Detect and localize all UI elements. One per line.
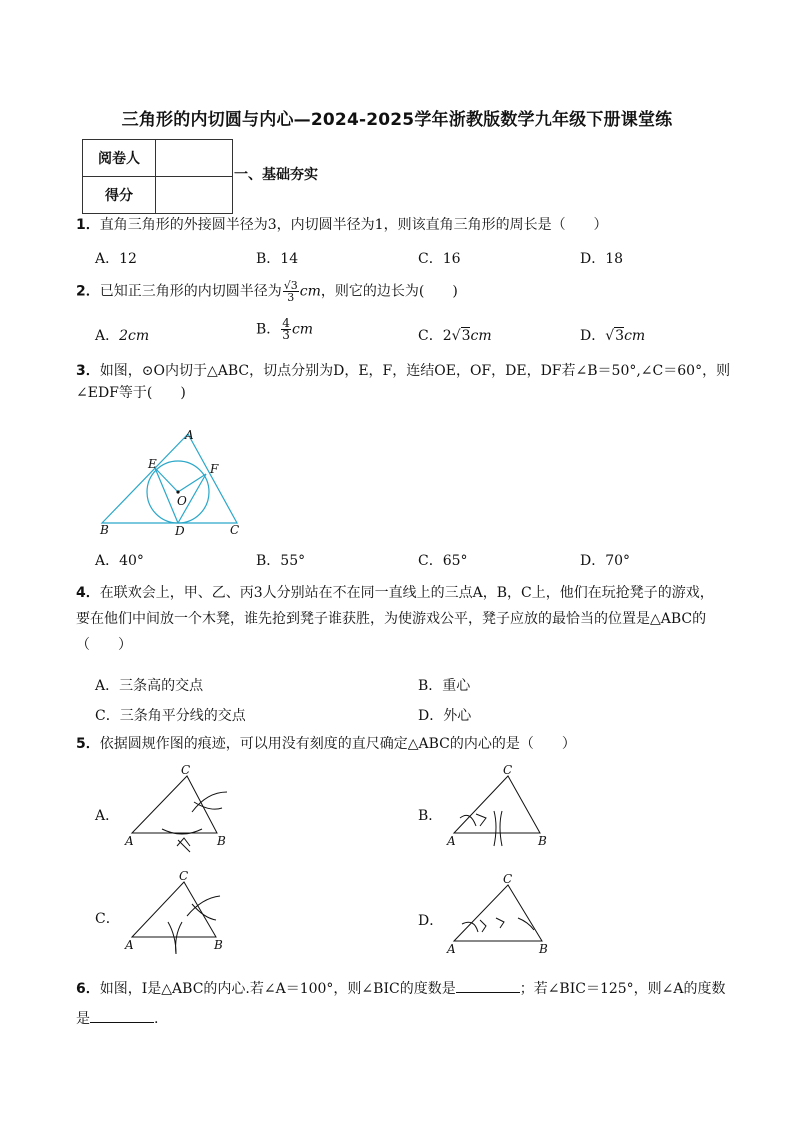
label-f: F	[210, 462, 219, 476]
score-cell[interactable]	[156, 177, 233, 214]
label-d: D	[175, 524, 185, 538]
question-number: 2．	[76, 283, 100, 300]
segment-oe	[155, 468, 178, 492]
svg-text:A: A	[125, 938, 134, 952]
svg-text:C: C	[179, 869, 189, 883]
svg-text:C: C	[503, 763, 513, 777]
score-label: 得分	[83, 177, 156, 214]
question-6: 6．如图，I是△ABC的内心.若∠A＝100°，则∠BIC的度数是 ；若∠BIC＝125°，则∠A的度数 是 .	[76, 974, 776, 1034]
score-table	[82, 139, 233, 214]
q1-option-b[interactable]: B．14	[256, 251, 299, 267]
svg-text:A: A	[125, 834, 134, 848]
segment-of	[178, 474, 206, 492]
label-a: A	[185, 428, 194, 442]
q2-option-c[interactable]: C．2√3cm	[418, 328, 492, 344]
question-number: 3．	[76, 363, 100, 379]
question-2: 2．已知正三角形的内切圆半径为 $\frac{√3}{3}$ cm，则它的边长为( )	[76, 279, 458, 304]
label-o: O	[177, 494, 187, 508]
label-c: C	[230, 523, 240, 537]
question-number: 1．	[76, 217, 100, 233]
svg-text:B: B	[538, 834, 547, 848]
reviewer-cell[interactable]	[156, 140, 233, 177]
svg-text:C: C	[181, 763, 191, 777]
question-number: 4．	[76, 585, 100, 601]
svg-text:B: B	[217, 834, 226, 848]
answer-blank-2[interactable]	[90, 1008, 154, 1023]
question-text-line2: ∠EDF等于( )	[76, 385, 186, 401]
q5-option-c[interactable]: C．	[95, 911, 120, 927]
q1-option-c[interactable]: C．16	[418, 251, 461, 267]
q4-option-a[interactable]: A．三条高的交点	[95, 678, 204, 694]
fraction: $\frac{√3}{3}$	[283, 279, 298, 304]
label-b: B	[100, 523, 109, 537]
svg-text:B: B	[539, 942, 548, 956]
question-text: 在联欢会上，甲、乙、丙3人分别站在不在同一直线上的三点A，B，C上，他们在玩抢凳子的游戏，	[99, 585, 714, 601]
page-title: 三角形的内切圆与内心—2024-2025学年浙教版数学九年级下册课堂练	[121, 110, 673, 130]
answer-blank-1[interactable]	[456, 978, 520, 993]
q5-option-a[interactable]: A．	[95, 808, 120, 824]
label-e: E	[148, 457, 157, 471]
question-4	[76, 580, 776, 658]
q1-option-d[interactable]: D．18	[580, 251, 624, 267]
question-text: 直角三角形的外接圆半径为3，内切圆半径为1，则该直角三角形的周长是（ ）	[99, 217, 608, 233]
q2-option-a[interactable]: A．2cm	[95, 328, 150, 344]
q5-figure-c[interactable]	[122, 870, 232, 960]
incircle-figure	[95, 428, 255, 538]
question-number: 5．	[76, 736, 100, 752]
reviewer-label: 阅卷人	[83, 140, 156, 177]
segment-de	[155, 468, 178, 523]
question-text: 如图，⊙O内切于△ABC，切点分别为D，E，F，连结OE，OF，DE，DF若∠B＝50°,∠C＝60°，则	[99, 363, 731, 379]
triangle-abc	[102, 434, 237, 523]
question-1	[76, 214, 756, 236]
question-5	[76, 733, 756, 755]
question-text: 依据圆规作图的痕迹，可以用没有刻度的直尺确定△ABC的内心的是（ ）	[99, 736, 576, 752]
q3-option-b[interactable]: B．55°	[256, 553, 306, 569]
svg-text:A: A	[447, 942, 456, 956]
q1-option-a[interactable]: A．12	[95, 251, 137, 267]
q3-option-c[interactable]: C．65°	[418, 553, 468, 569]
question-text-line3: （ ）	[76, 637, 132, 653]
question-number: 6．	[76, 981, 100, 997]
q5-figure-b[interactable]	[446, 763, 556, 856]
svg-text:C: C	[503, 872, 513, 886]
q5-option-b[interactable]: B．	[418, 808, 443, 824]
q5-figure-a[interactable]	[122, 763, 232, 856]
question-text: 已知正三角形的内切圆半径为	[99, 283, 282, 300]
svg-text:A: A	[447, 834, 456, 848]
svg-text:B: B	[214, 938, 223, 952]
question-text: 如图，I是△ABC的内心.若∠A＝100°，则∠BIC的度数是	[99, 981, 456, 997]
q2-option-d[interactable]: D．√3cm	[580, 328, 646, 344]
section-heading: 一、基础夯实	[234, 167, 318, 183]
q5-option-d[interactable]: D．	[418, 913, 444, 929]
q5-figure-d[interactable]	[446, 870, 556, 960]
q2-option-b[interactable]: B． $\frac{4}{3}$ cm	[256, 316, 314, 342]
question-3	[76, 360, 776, 404]
q4-option-b[interactable]: B．重心	[418, 678, 471, 694]
q3-option-d[interactable]: D．70°	[580, 553, 631, 569]
q4-option-d[interactable]: D．外心	[418, 708, 472, 724]
question-text-line2: 要在他们中间放一个木凳，谁先抢到凳子谁获胜，为使游戏公平，凳子应放的最恰当的位置是△ABC的	[76, 611, 707, 627]
q4-option-c[interactable]: C．三条角平分线的交点	[95, 708, 246, 724]
q3-option-a[interactable]: A．40°	[95, 553, 144, 569]
